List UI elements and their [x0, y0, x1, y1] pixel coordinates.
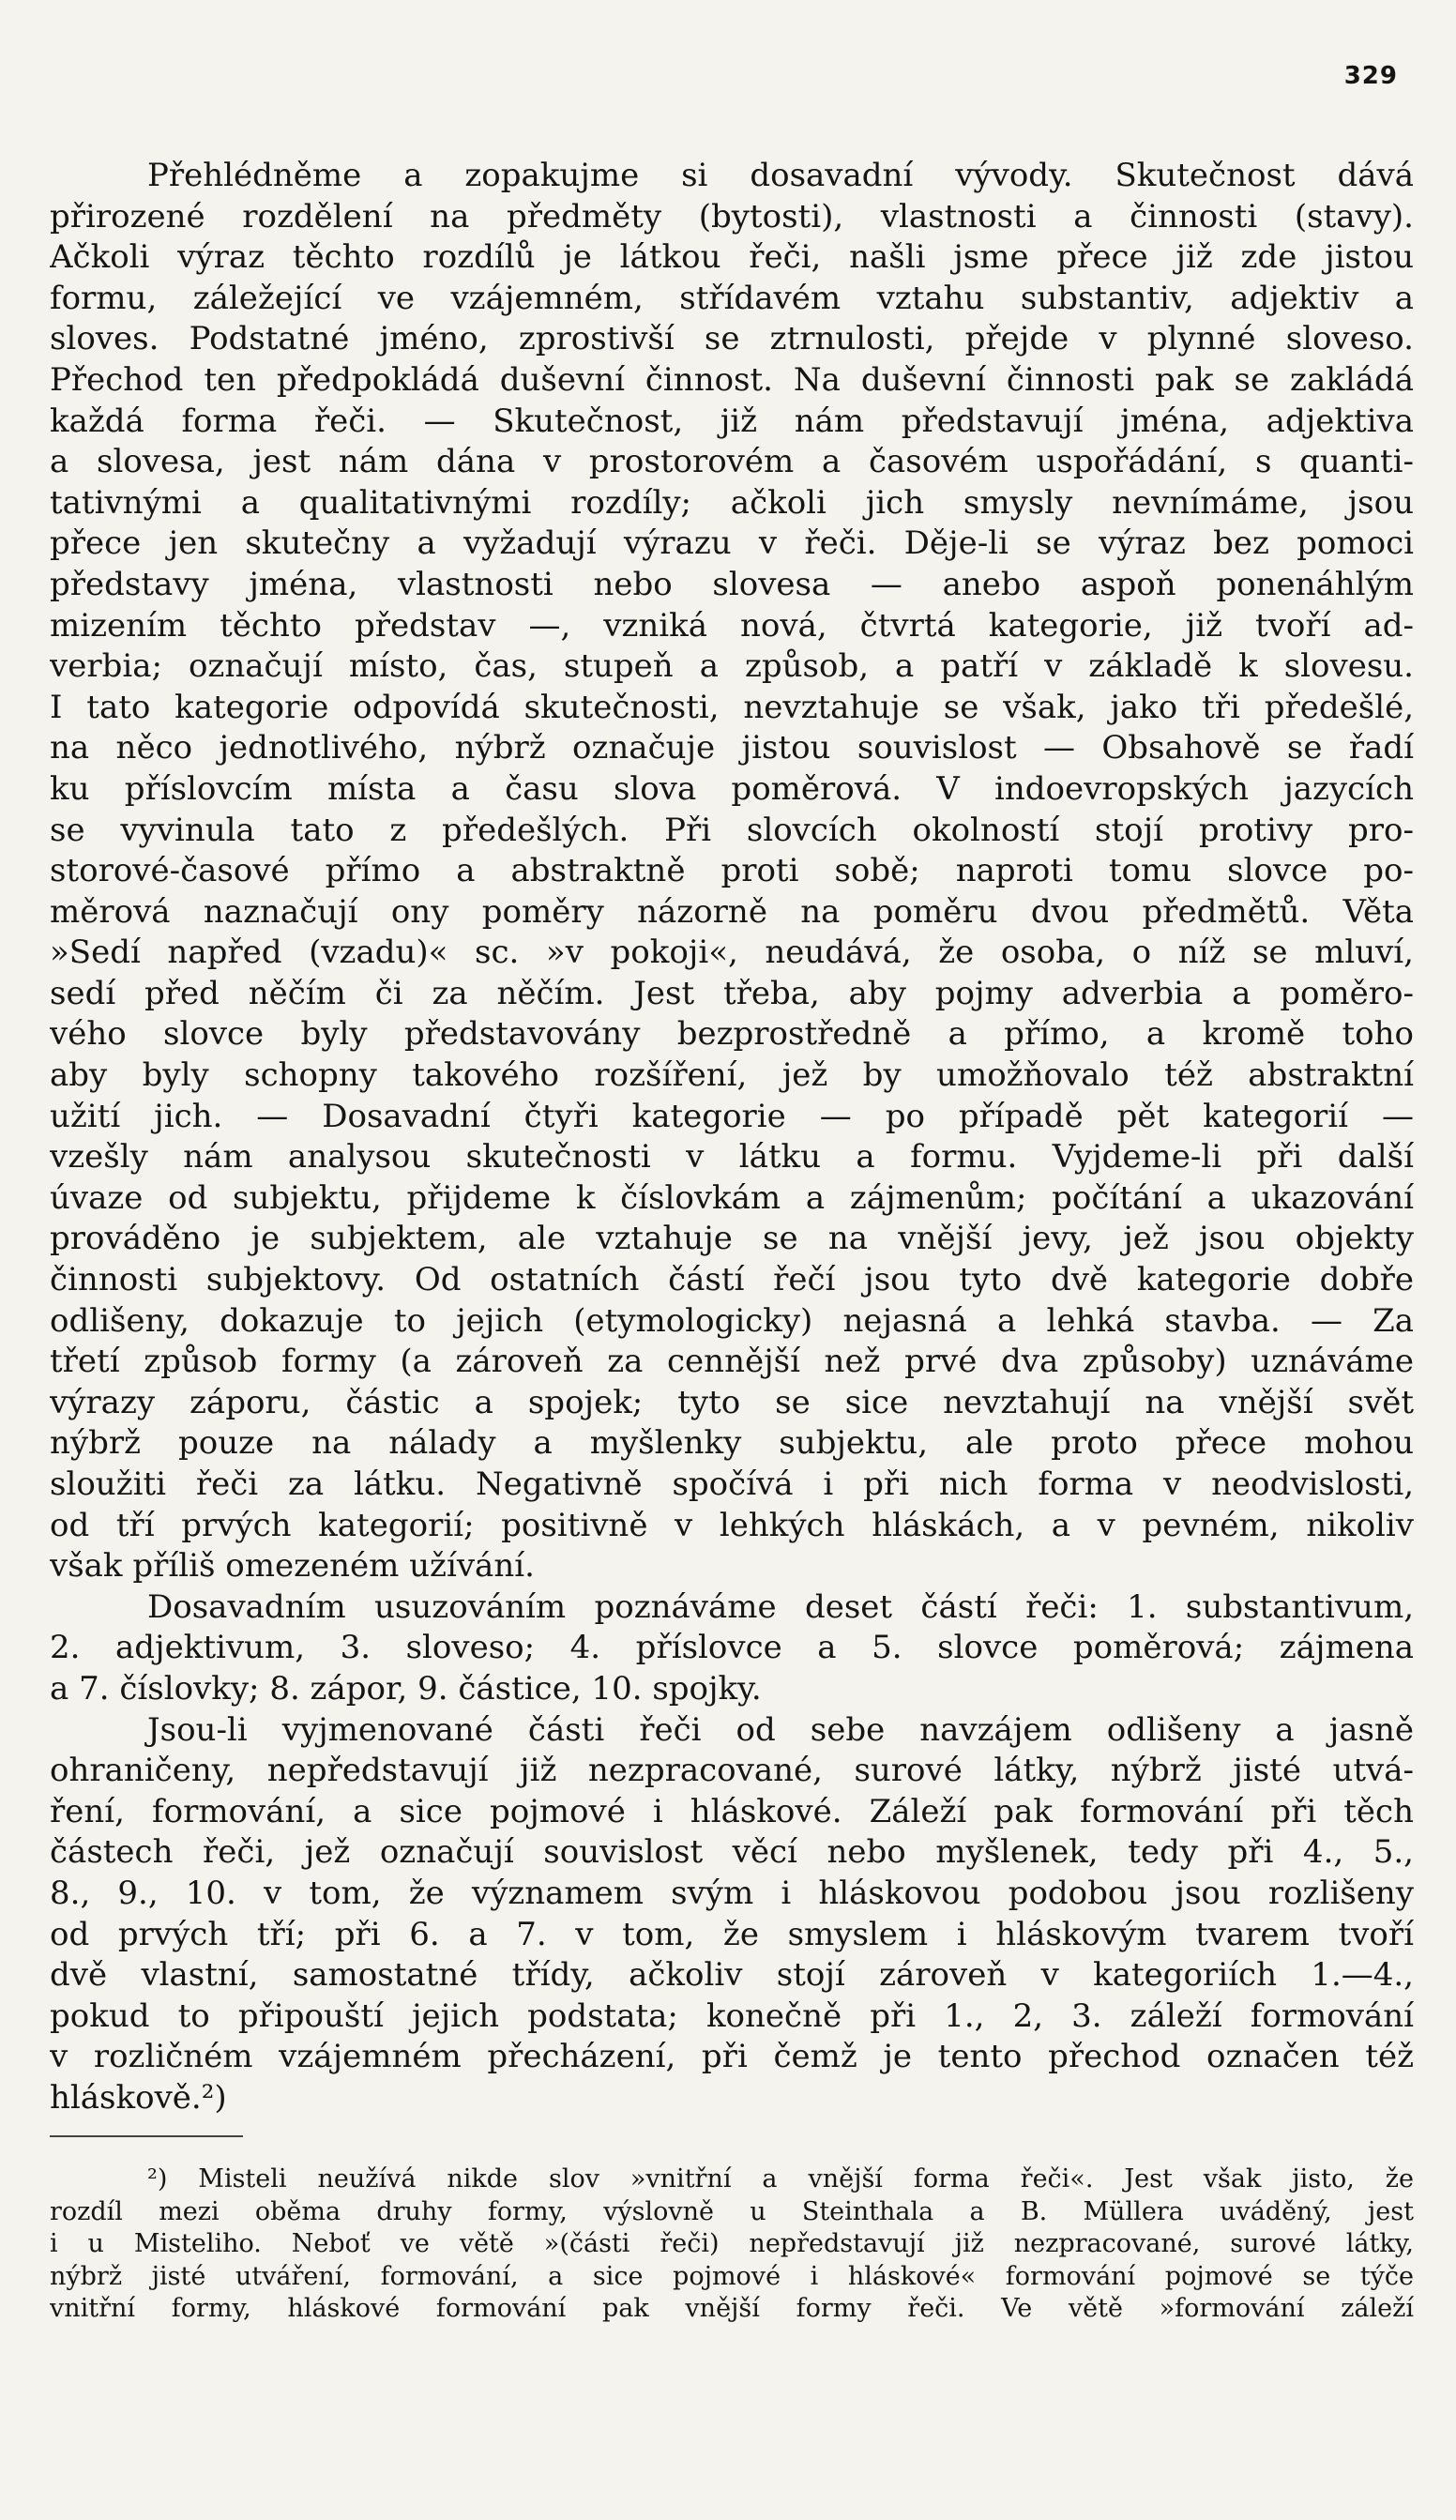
body-line: sloužiti řeči za látku. Negativně spočívá i při nich forma v neodvislosti, — [50, 1465, 1414, 1503]
body-line: »Sedí napřed (vzadu)« sc. »v pokoji«, neudává, že osoba, o níž se mluví, — [50, 934, 1414, 972]
body-line: v rozličném vzájemném přecházení, při čemž je tento přechod označen též — [50, 2038, 1414, 2076]
body-line: pokud to připouští jejich podstata; konečně při 1., 2, 3. záleží formování — [50, 1996, 1414, 2035]
body-line: a 7. číslovky; 8. zápor, 9. částice, 10. spojky. — [50, 1669, 762, 1708]
body-line: na něco jednotlivého, nýbrž označuje jistou souvislost — Obsahově se řadí — [50, 729, 1414, 767]
footnote-line: vnitřní formy, hláskové formování pak vnější formy řeči. Ve větě »formování záleží — [50, 2294, 1414, 2323]
body-line: přirozené rozdělení na předměty (bytosti), vlastnosti a činnosti (stavy). — [50, 197, 1414, 235]
page-number: 329 — [1343, 62, 1398, 90]
body-line: vzešly nám analysou skutečnosti v látku a formu. Vyjdeme-li při další — [50, 1138, 1414, 1177]
body-line: Ačkoli výraz těchto rozdílů je látkou řeči, našli jsme přece již zde jistou — [50, 238, 1414, 277]
body-line: prováděno je subjektem, ale vztahuje se na vnější jevy, jež jsou objekty — [50, 1220, 1414, 1258]
body-line: tativnými a qualitativnými rozdíly; ačkoli jich smysly nevnímáme, jsou — [50, 483, 1414, 522]
body-line: užití jich. — Dosavadní čtyři kategorie — po případě pět kategorií — — [50, 1097, 1414, 1135]
body-line: formu, záležející ve vzájemném, střídavém vztahu substantiv, adjektiv a — [50, 279, 1414, 317]
body-line: storové-časové přímo a abstraktně proti sobě; naproti tomu slovce po- — [50, 852, 1414, 890]
body-line: hláskově.²) — [50, 2078, 227, 2117]
footnote-line: i u Misteliho. Neboť ve větě »(části řeči) nepředstavují již nezpracované, surové látky, — [50, 2229, 1414, 2258]
body-line: každá forma řeči. — Skutečnost, již nám představují jména, adjektiva — [50, 402, 1414, 440]
body-line: dvě vlastní, samostatné třídy, ačkoliv stojí zároveň v kategoriích 1.—4., — [50, 1956, 1414, 1995]
body-line: aby byly schopny takového rozšíření, jež by umožňovalo též abstraktní — [50, 1056, 1414, 1095]
body-line: ku příslovcím místa a času slova poměrová. V indoevropských jazycích — [50, 769, 1414, 808]
body-line: třetí způsob formy (a zároveň za cennější než prvé dva způsoby) uznáváme — [50, 1343, 1414, 1381]
body-line: od tří prvých kategorií; positivně v lehkých hláskách, a v pevném, nikoliv — [50, 1506, 1414, 1544]
body-line: Přechod ten předpokládá duševní činnost. Na duševní činnosti pak se zakládá — [50, 360, 1414, 399]
footnote-line: ²) Misteli neužívá nikde slov »vnitřní a vnější forma řeči«. Jest však jisto, že — [147, 2164, 1414, 2194]
footnote-line: nýbrž jisté utváření, formování, a sice pojmové i hláskové« formování pojmové se týče — [50, 2261, 1414, 2291]
body-line: úvaze od subjektu, přijdeme k číslovkám a zájmenům; počítání a ukazování — [50, 1178, 1414, 1217]
body-line: ohraničeny, nepředstavují již nezpracované, surové látky, nýbrž jisté utvá- — [50, 1752, 1414, 1790]
body-line: sloves. Podstatné jméno, zprostivší se ztrnulosti, přejde v plynné sloveso. — [50, 320, 1414, 358]
body-line: částech řeči, jež označují souvislost věcí nebo myšlenek, tedy při 4., 5., — [50, 1833, 1414, 1872]
footnote — [50, 2163, 1414, 2326]
body-line: odlišeny, dokazuje to jejich (etymologicky) nejasná a lehká stavba. — Za — [50, 1301, 1414, 1340]
body-line: Přehlédněme a zopakujme si dosavadní vývody. Skutečnost dává — [147, 157, 1414, 194]
body-line: představy jména, vlastnosti nebo slovesa — anebo aspoň ponenáhlým — [50, 565, 1414, 603]
body-line: ření, formování, a sice pojmové i hláskové. Záleží pak formování při těch — [50, 1792, 1414, 1830]
body-text — [50, 156, 1414, 2119]
body-line: verbia; označují místo, čas, stupeň a způsob, a patří v základě k slovesu. — [50, 647, 1414, 686]
body-line: činnosti subjektovy. Od ostatních částí řečí jsou tyto dvě kategorie dobře — [50, 1261, 1414, 1299]
body-line: Jsou-li vyjmenované části řeči od sebe navzájem odlišeny a jasně — [147, 1710, 1414, 1749]
body-line: mizením těchto představ —, vzniká nová, čtvrtá kategorie, již tvoří ad- — [50, 606, 1414, 645]
body-line: od prvých tří; při 6. a 7. v tom, že smyslem i hláskovým tvarem tvoří — [50, 1915, 1414, 1953]
body-line: vého slovce byly představovány bezprostředně a přímo, a kromě toho — [50, 1015, 1414, 1054]
body-line: přece jen skutečny a vyžadují výrazu v řeči. Děje-li se výraz bez pomoci — [50, 524, 1414, 563]
body-line: měrová naznačují ony poměry názorně na poměru dvou předmětů. Věta — [50, 892, 1414, 931]
body-line: nýbrž pouze na nálady a myšlenky subjektu, ale proto přece mohou — [50, 1424, 1414, 1463]
footnote-divider — [50, 2135, 243, 2137]
body-line: se vyvinula tato z předešlých. Při slovcích okolností stojí protivy pro- — [50, 811, 1414, 849]
body-line: a slovesa, jest nám dána v prostorovém a časovém uspořádání, s quanti- — [50, 443, 1414, 481]
body-line: 2. adjektivum, 3. sloveso; 4. příslovce a 5. slovce poměrová; zájmena — [50, 1629, 1414, 1667]
body-line: výrazy záporu, částic a spojek; tyto se sice nevztahují na vnější svět — [50, 1383, 1414, 1421]
body-line: 8., 9., 10. v tom, že významem svým i hláskovou podobou jsou rozlišeny — [50, 1874, 1414, 1912]
footnote-line: rozdíl mezi oběma druhy formy, výslovně u Steinthala a B. Müllera uváděný, jest — [50, 2196, 1414, 2226]
body-line: sedí před něčím či za něčím. Jest třeba, aby pojmy adverbia a poměro- — [50, 974, 1414, 1012]
body-line: však příliš omezeném užívání. — [50, 1547, 535, 1586]
body-line: Dosavadním usuzováním poznáváme deset částí řeči: 1. substantivum, — [147, 1587, 1414, 1626]
body-line: I tato kategorie odpovídá skutečnosti, nevztahuje se však, jako tři předešlé, — [50, 688, 1414, 726]
